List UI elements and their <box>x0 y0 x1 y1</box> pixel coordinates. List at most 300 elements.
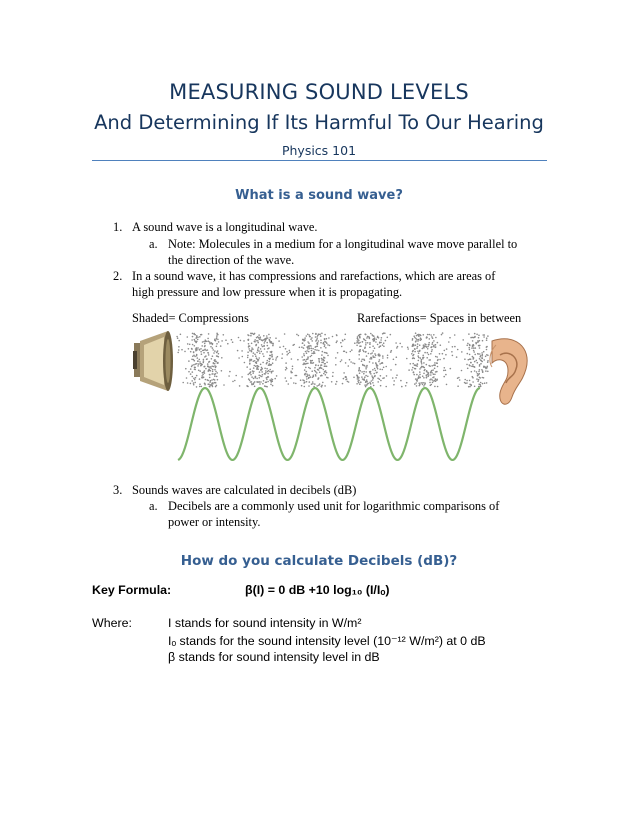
air-molecule-dot <box>416 339 418 341</box>
air-molecule-dot <box>474 333 476 335</box>
air-molecule-dot <box>428 365 430 367</box>
air-molecule-dot <box>308 378 310 380</box>
air-molecule-dot <box>293 382 295 384</box>
air-molecule-dot <box>362 341 364 343</box>
air-molecule-dot <box>212 344 214 346</box>
air-molecule-dot <box>305 351 307 353</box>
air-molecule-dot <box>203 359 205 361</box>
air-molecule-dot <box>426 374 428 376</box>
air-molecule-dot <box>214 350 216 352</box>
air-molecule-dot <box>479 353 481 355</box>
air-molecule-dot <box>210 384 212 386</box>
air-molecule-dot <box>258 357 260 359</box>
air-molecule-dot <box>196 341 198 343</box>
air-molecule-dot <box>213 363 215 365</box>
air-molecule-dot <box>478 371 480 373</box>
air-molecule-dot <box>314 349 316 351</box>
air-molecule-dot <box>211 358 213 360</box>
air-molecule-dot <box>429 334 431 336</box>
air-molecule-dot <box>480 363 482 365</box>
air-molecule-dot <box>256 361 258 363</box>
air-molecule-dot <box>480 382 482 384</box>
air-molecule-dot <box>197 365 199 367</box>
air-molecule-dot <box>210 342 212 344</box>
air-molecule-dot <box>358 354 360 356</box>
air-molecule-dot <box>324 334 326 336</box>
air-molecule-dot <box>248 335 250 337</box>
air-molecule-dot <box>481 361 483 363</box>
air-molecule-dot <box>321 358 323 360</box>
air-molecule-dot <box>467 368 469 370</box>
air-molecule-dot <box>361 359 363 361</box>
air-molecule-dot <box>194 367 196 369</box>
air-molecule-dot <box>393 380 395 382</box>
air-molecule-dot <box>332 375 334 377</box>
air-molecule-dot <box>292 366 294 368</box>
air-molecule-dot <box>428 354 430 356</box>
air-molecule-dot <box>309 368 311 370</box>
air-molecule-dot <box>260 364 262 366</box>
air-molecule-dot <box>313 351 315 353</box>
air-molecule-dot <box>317 342 319 344</box>
air-molecule-dot <box>353 377 355 379</box>
air-molecule-dot <box>326 338 328 340</box>
air-molecule-dot <box>231 339 233 341</box>
air-molecule-dot <box>434 374 436 376</box>
air-molecule-dot <box>212 371 214 373</box>
air-molecule-dot <box>379 342 381 344</box>
air-molecule-dot <box>270 384 272 386</box>
air-molecule-dot <box>257 381 259 383</box>
air-molecule-dot <box>456 356 458 358</box>
air-molecule-dot <box>253 378 255 380</box>
air-molecule-dot <box>309 348 311 350</box>
air-molecule-dot <box>266 377 268 379</box>
list-number: 2. <box>113 269 123 283</box>
air-molecule-dot <box>481 352 483 354</box>
air-molecule-dot <box>203 349 205 351</box>
air-molecule-dot <box>308 346 310 348</box>
air-molecule-dot <box>340 342 342 344</box>
air-molecule-dot <box>218 356 220 358</box>
air-molecule-dot <box>359 350 361 352</box>
air-molecule-dot <box>364 359 366 361</box>
air-molecule-dot <box>420 338 422 340</box>
air-molecule-dot <box>369 361 371 363</box>
air-molecule-dot <box>319 358 321 360</box>
air-molecule-dot <box>186 377 188 379</box>
air-molecule-dot <box>476 371 478 373</box>
air-molecule-dot <box>177 352 179 354</box>
air-molecule-dot <box>274 378 276 380</box>
air-molecule-dot <box>196 355 198 357</box>
air-molecule-dot <box>251 359 253 361</box>
air-molecule-dot <box>209 377 211 379</box>
air-molecule-dot <box>210 346 212 348</box>
air-molecule-dot <box>277 356 279 358</box>
air-molecule-dot <box>252 370 254 372</box>
air-molecule-dot <box>472 376 474 378</box>
air-molecule-dot <box>487 371 489 373</box>
air-molecule-dot <box>199 359 201 361</box>
air-molecule-dot <box>406 382 408 384</box>
air-molecule-dot <box>382 369 384 371</box>
air-molecule-dot <box>344 339 346 341</box>
air-molecule-dot <box>445 370 447 372</box>
air-molecule-dot <box>261 339 263 341</box>
air-molecule-dot <box>321 333 323 335</box>
air-molecule-dot <box>486 349 488 351</box>
air-molecule-dot <box>200 348 202 350</box>
air-molecule-dot <box>417 355 419 357</box>
air-molecule-dot <box>268 361 270 363</box>
air-molecule-dot <box>435 337 437 339</box>
air-molecule-dot <box>304 386 306 388</box>
air-molecule-dot <box>285 348 287 350</box>
air-molecule-dot <box>257 342 259 344</box>
air-molecule-dot <box>483 351 485 353</box>
air-molecule-dot <box>211 373 213 375</box>
air-molecule-dot <box>204 370 206 372</box>
air-molecule-dot <box>176 336 178 338</box>
air-molecule-dot <box>390 351 392 353</box>
air-molecule-dot <box>319 361 321 363</box>
air-molecule-dot <box>255 355 257 357</box>
air-molecule-dot <box>415 340 417 342</box>
air-molecule-dot <box>466 380 468 382</box>
air-molecule-dot <box>311 337 313 339</box>
air-molecule-dot <box>431 343 433 345</box>
air-molecule-dot <box>291 358 293 360</box>
air-molecule-dot <box>378 361 380 363</box>
air-molecule-dot <box>413 374 415 376</box>
compressions-label: Shaded= Compressions <box>132 311 249 325</box>
air-molecule-dot <box>476 378 478 380</box>
list-item-text: Note: Molecules in a medium for a longitudinal wave move parallel to <box>168 237 518 251</box>
air-molecule-dot <box>414 368 416 370</box>
air-molecule-dot <box>326 372 328 374</box>
air-molecule-dot <box>288 383 290 385</box>
air-molecule-dot <box>302 342 304 344</box>
air-molecule-dot <box>263 346 265 348</box>
air-molecule-dot <box>217 339 219 341</box>
key-formula-label: Key Formula: <box>92 583 172 597</box>
air-molecule-dot <box>429 379 431 381</box>
air-molecule-dot <box>430 374 432 376</box>
air-molecule-dot <box>482 334 484 336</box>
air-molecule-dot <box>308 351 310 353</box>
air-molecule-dot <box>374 339 376 341</box>
air-molecule-dot <box>383 346 385 348</box>
air-molecule-dot <box>428 374 430 376</box>
air-molecule-dot <box>364 346 366 348</box>
air-molecule-dot <box>324 371 326 373</box>
air-molecule-dot <box>250 374 252 376</box>
air-molecule-dot <box>470 337 472 339</box>
air-molecule-dot <box>194 382 196 384</box>
air-molecule-dot <box>485 370 487 372</box>
air-molecule-dot <box>486 346 488 348</box>
air-molecule-dot <box>421 363 423 365</box>
air-molecule-dot <box>194 368 196 370</box>
air-molecule-dot <box>221 340 223 342</box>
air-molecule-dot <box>254 360 256 362</box>
air-molecule-dot <box>264 348 266 350</box>
air-molecule-dot <box>345 334 347 336</box>
air-molecule-dot <box>251 349 253 351</box>
air-molecule-dot <box>424 352 426 354</box>
air-molecule-dot <box>448 341 450 343</box>
air-molecule-dot <box>417 340 419 342</box>
air-molecule-dot <box>212 383 214 385</box>
air-molecule-dot <box>268 370 270 372</box>
air-molecule-dot <box>310 345 312 347</box>
air-molecule-dot <box>343 378 345 380</box>
air-molecule-dot <box>390 334 392 336</box>
air-molecule-dot <box>414 358 416 360</box>
air-molecule-dot <box>211 385 213 387</box>
air-molecule-dot <box>365 342 367 344</box>
air-molecule-dot <box>474 366 476 368</box>
air-molecule-dot <box>193 384 195 386</box>
air-molecule-dot <box>218 341 220 343</box>
air-molecule-dot <box>348 365 350 367</box>
air-molecule-dot <box>332 372 334 374</box>
air-molecule-dot <box>364 339 366 341</box>
air-molecule-dot <box>199 349 201 351</box>
air-molecule-dot <box>309 381 311 383</box>
air-molecule-dot <box>223 334 225 336</box>
air-molecule-dot <box>320 335 322 337</box>
air-molecule-dot <box>479 358 481 360</box>
air-molecule-dot <box>487 360 489 362</box>
air-molecule-dot <box>419 371 421 373</box>
air-molecule-dot <box>426 377 428 379</box>
air-molecule-dot <box>208 340 210 342</box>
air-molecule-dot <box>190 383 192 385</box>
air-molecule-dot <box>203 352 205 354</box>
air-molecule-dot <box>407 348 409 350</box>
air-molecule-dot <box>437 359 439 361</box>
air-molecule-dot <box>262 374 264 376</box>
air-molecule-dot <box>363 373 365 375</box>
air-molecule-dot <box>247 357 249 359</box>
air-molecule-dot <box>322 382 324 384</box>
air-molecule-dot <box>377 378 379 380</box>
air-molecule-dot <box>427 352 429 354</box>
air-molecule-dot <box>443 376 445 378</box>
air-molecule-dot <box>208 333 210 335</box>
air-molecule-dot <box>369 343 371 345</box>
air-molecule-dot <box>272 362 274 364</box>
list-number: 3. <box>113 483 123 497</box>
air-molecule-dot <box>267 360 269 362</box>
ear-icon <box>490 339 527 405</box>
air-molecule-dot <box>479 340 481 342</box>
air-molecule-dot <box>269 371 271 373</box>
air-molecule-dot <box>425 346 427 348</box>
air-molecule-dot <box>423 334 425 336</box>
air-molecule-dot <box>258 334 260 336</box>
air-molecule-dot <box>375 339 377 341</box>
air-molecule-dot <box>297 359 299 361</box>
air-molecule-dot <box>318 377 320 379</box>
air-molecule-dot <box>410 363 412 365</box>
air-molecule-dot <box>201 386 203 388</box>
air-molecule-dot <box>466 345 468 347</box>
air-molecule-dot <box>396 356 398 358</box>
air-molecule-dot <box>395 342 397 344</box>
air-molecule-dot <box>418 375 420 377</box>
air-molecule-dot <box>209 366 211 368</box>
air-molecule-dot <box>391 350 393 352</box>
air-molecule-dot <box>250 335 252 337</box>
air-molecule-dot <box>415 332 417 334</box>
air-molecule-dot <box>197 339 199 341</box>
air-molecule-dot <box>187 336 189 338</box>
air-molecule-dot <box>256 367 258 369</box>
air-molecule-dot <box>469 384 471 386</box>
air-molecule-dot <box>282 353 284 355</box>
air-molecule-dot <box>204 346 206 348</box>
air-molecule-dot <box>268 334 270 336</box>
list-item-text: Decibels are a commonly used unit for logarithmic comparisons of <box>168 499 500 513</box>
air-molecule-dot <box>363 378 365 380</box>
air-molecule-dot <box>325 347 327 349</box>
air-molecule-dot <box>264 368 266 370</box>
air-molecule-dot <box>445 374 447 376</box>
air-molecule-dot <box>373 335 375 337</box>
air-molecule-dot <box>473 344 475 346</box>
air-molecule-dot <box>324 385 326 387</box>
air-molecule-dot <box>435 380 437 382</box>
air-molecule-dot <box>318 340 320 342</box>
air-molecule-dot <box>260 348 262 350</box>
air-molecule-dot <box>349 359 351 361</box>
air-molecule-dot <box>358 368 360 370</box>
air-molecule-dot <box>393 384 395 386</box>
air-molecule-dot <box>307 334 309 336</box>
air-molecule-dot <box>235 375 237 377</box>
air-molecule-dot <box>474 354 476 356</box>
air-molecule-dot <box>301 385 303 387</box>
air-molecule-dot <box>310 360 312 362</box>
air-molecule-dot <box>419 368 421 370</box>
air-molecule-dot <box>482 355 484 357</box>
air-molecule-dot <box>487 361 489 363</box>
air-molecule-dot <box>217 379 219 381</box>
air-molecule-dot <box>249 350 251 352</box>
air-molecule-dot <box>256 378 258 380</box>
air-molecule-dot <box>255 365 257 367</box>
air-molecule-dot <box>313 362 315 364</box>
air-molecule-dot <box>201 345 203 347</box>
air-molecule-dot <box>336 340 338 342</box>
air-molecule-dot <box>477 340 479 342</box>
air-molecule-dot <box>369 358 371 360</box>
air-molecule-dot <box>405 385 407 387</box>
air-molecule-dot <box>234 380 236 382</box>
air-molecule-dot <box>303 355 305 357</box>
air-molecule-dot <box>468 386 470 388</box>
air-molecule-dot <box>382 378 384 380</box>
air-molecule-dot <box>303 353 305 355</box>
air-molecule-dot <box>469 380 471 382</box>
air-molecule-dot <box>286 380 288 382</box>
air-molecule-dot <box>383 342 385 344</box>
air-molecule-dot <box>237 350 239 352</box>
air-molecule-dot <box>363 351 365 353</box>
air-molecule-dot <box>193 382 195 384</box>
air-molecule-dot <box>335 364 337 366</box>
air-molecule-dot <box>452 346 454 348</box>
air-molecule-dot <box>341 359 343 361</box>
air-molecule-dot <box>412 350 414 352</box>
air-molecule-dot <box>315 364 317 366</box>
air-molecule-dot <box>214 369 216 371</box>
air-molecule-dot <box>319 372 321 374</box>
air-molecule-dot <box>239 385 241 387</box>
air-molecule-dot <box>289 352 291 354</box>
air-molecule-dot <box>272 359 274 361</box>
air-molecule-dot <box>433 334 435 336</box>
air-molecule-dot <box>360 381 362 383</box>
air-molecule-dot <box>329 345 331 347</box>
air-molecule-dot <box>306 371 308 373</box>
air-molecule-dot <box>367 336 369 338</box>
air-molecule-dot <box>359 372 361 374</box>
air-molecule-dot <box>192 336 194 338</box>
air-molecule-dot <box>367 376 369 378</box>
air-molecule-dot <box>320 342 322 344</box>
air-molecule-dot <box>191 359 193 361</box>
air-molecule-dot <box>307 341 309 343</box>
air-molecule-dot <box>259 383 261 385</box>
course-name: Physics 101 <box>281 143 357 158</box>
air-molecule-dot <box>207 383 209 385</box>
air-molecule-dot <box>266 342 268 344</box>
air-molecule-dot <box>380 345 382 347</box>
air-molecule-dot <box>442 332 444 334</box>
air-molecule-dot <box>261 344 263 346</box>
air-molecule-dot <box>281 357 283 359</box>
air-molecule-dot <box>359 349 361 351</box>
air-molecule-dot <box>483 336 485 338</box>
air-molecule-dot <box>350 361 352 363</box>
air-molecule-dot <box>301 346 303 348</box>
air-molecule-dot <box>309 374 311 376</box>
air-molecule-dot <box>372 345 374 347</box>
air-molecule-dot <box>311 348 313 350</box>
air-molecule-dot <box>252 348 254 350</box>
air-molecule-dot <box>251 351 253 353</box>
air-molecule-dot <box>199 370 201 372</box>
air-molecule-dot <box>430 372 432 374</box>
air-molecule-dot <box>331 381 333 383</box>
air-molecule-dot <box>377 344 379 346</box>
air-molecule-dot <box>432 337 434 339</box>
air-molecule-dot <box>475 343 477 345</box>
air-molecule-dot <box>266 362 268 364</box>
air-molecule-dot <box>356 383 358 385</box>
air-molecule-dot <box>320 347 322 349</box>
air-molecule-dot <box>461 351 463 353</box>
air-molecule-dot <box>473 350 475 352</box>
air-molecule-dot <box>304 369 306 371</box>
air-molecule-dot <box>357 376 359 378</box>
air-molecule-dot <box>451 351 453 353</box>
air-molecule-dot <box>369 371 371 373</box>
